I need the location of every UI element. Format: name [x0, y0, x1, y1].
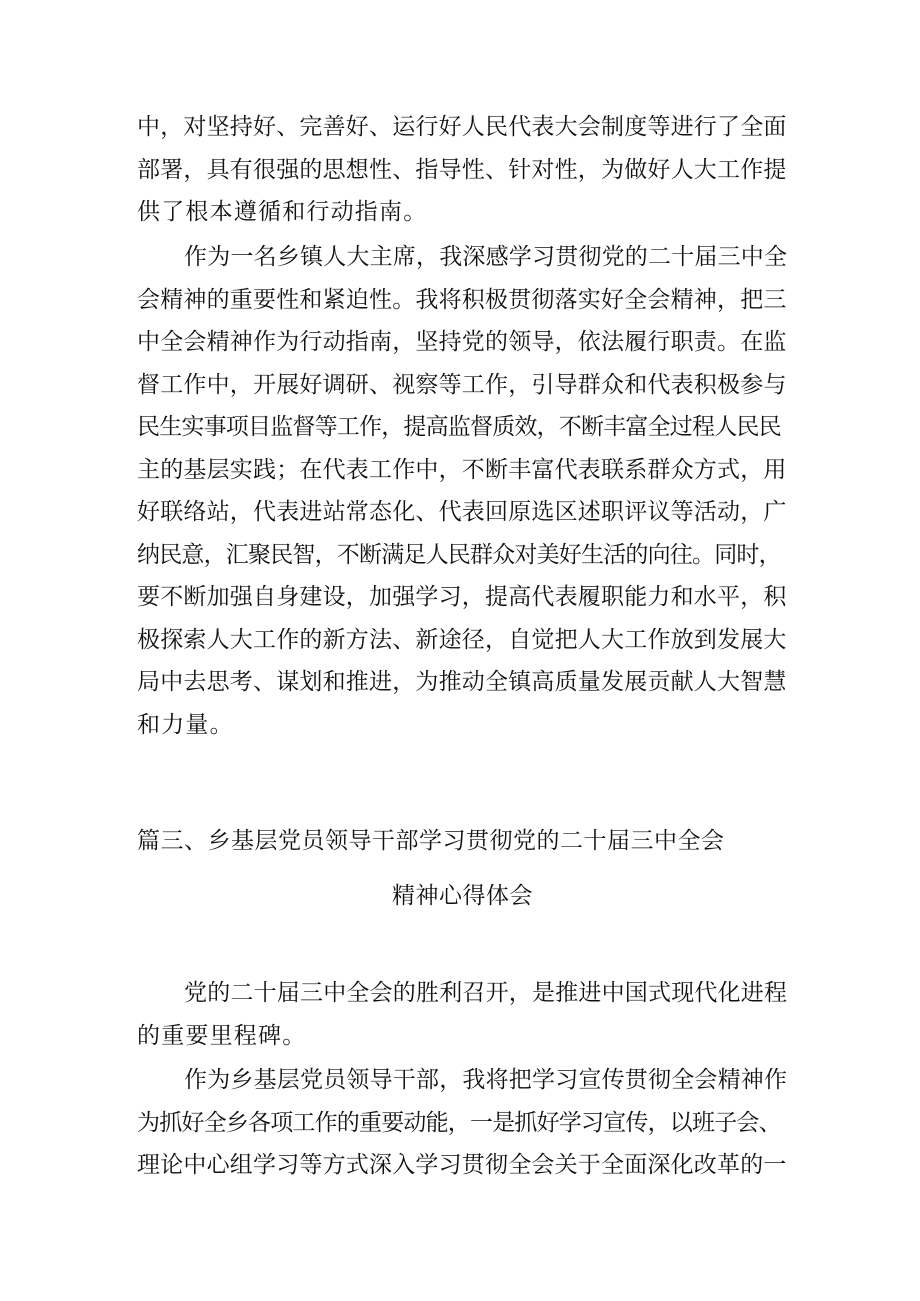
text-line: 好联络站，代表进站常态化、代表回原选区述职评议等活动，广 [137, 499, 787, 525]
paragraph-2 [137, 236, 787, 746]
text-line: 部署，具有很强的思想性、指导性、针对性，为做好人大工作提 [137, 156, 787, 183]
section-heading-line2: 精神心得体会 [392, 883, 533, 909]
text-line: 民生实事项目监督等工作，提高监督质效，不断丰富全过程人民民 [137, 414, 781, 440]
text-line: 极探索人大工作的新方法、新途径，自觉把人大工作放到发展大 [137, 626, 787, 653]
text-line: 中全会精神作为行动指南，坚持党的领导，依法履行职责。在监 [137, 329, 787, 355]
text-line: 的重要里程碑。 [137, 1022, 307, 1049]
text-line: 会精神的重要性和紧迫性。我将积极贯彻落实好全会精神，把三 [137, 286, 787, 313]
text-line: 党的二十届三中全会的胜利召开，是推进中国式现代化进程 [184, 980, 788, 1006]
text-line: 中，对坚持好、完善好、运行好人民代表大会制度等进行了全面 [137, 114, 787, 140]
paragraph-continued [137, 106, 787, 234]
text-line: 作为乡基层党员领导干部，我将把学习宣传贯彻全会精神作 [184, 1067, 788, 1093]
text-line: 理论中心组学习等方式深入学习贯彻全会关于全面深化改革的一 [137, 1152, 787, 1178]
text-line: 供了根本遵循和行动指南。 [137, 199, 428, 225]
text-line: 和力量。 [137, 711, 234, 738]
paragraph-3 [137, 972, 787, 1057]
text-line: 主的基层实践；在代表工作中，不断丰富代表联系群众方式，用 [137, 456, 787, 483]
text-line: 纳民意，汇聚民智，不断满足人民群众对美好生活的向往。同时， [137, 541, 781, 568]
paragraph-4 [137, 1059, 787, 1187]
text-line: 作为一名乡镇人大主席，我深感学习贯彻党的二十届三中全 [184, 244, 788, 270]
text-line: 要不断加强自身建设，加强学习，提高代表履职能力和水平，积 [137, 584, 787, 610]
text-line: 督工作中，开展好调研、视察等工作，引导群众和代表积极参与 [137, 371, 787, 398]
text-line: 为抓好全乡各项工作的重要动能，一是抓好学习宣传，以班子会、 [137, 1109, 781, 1136]
section-heading-line1: 篇三、乡基层党员领导干部学习贯彻党的二十届三中全会 [137, 828, 725, 854]
text-line: 局中去思考、谋划和推进，为推动全镇高质量发展贡献人大智慧 [137, 669, 787, 695]
